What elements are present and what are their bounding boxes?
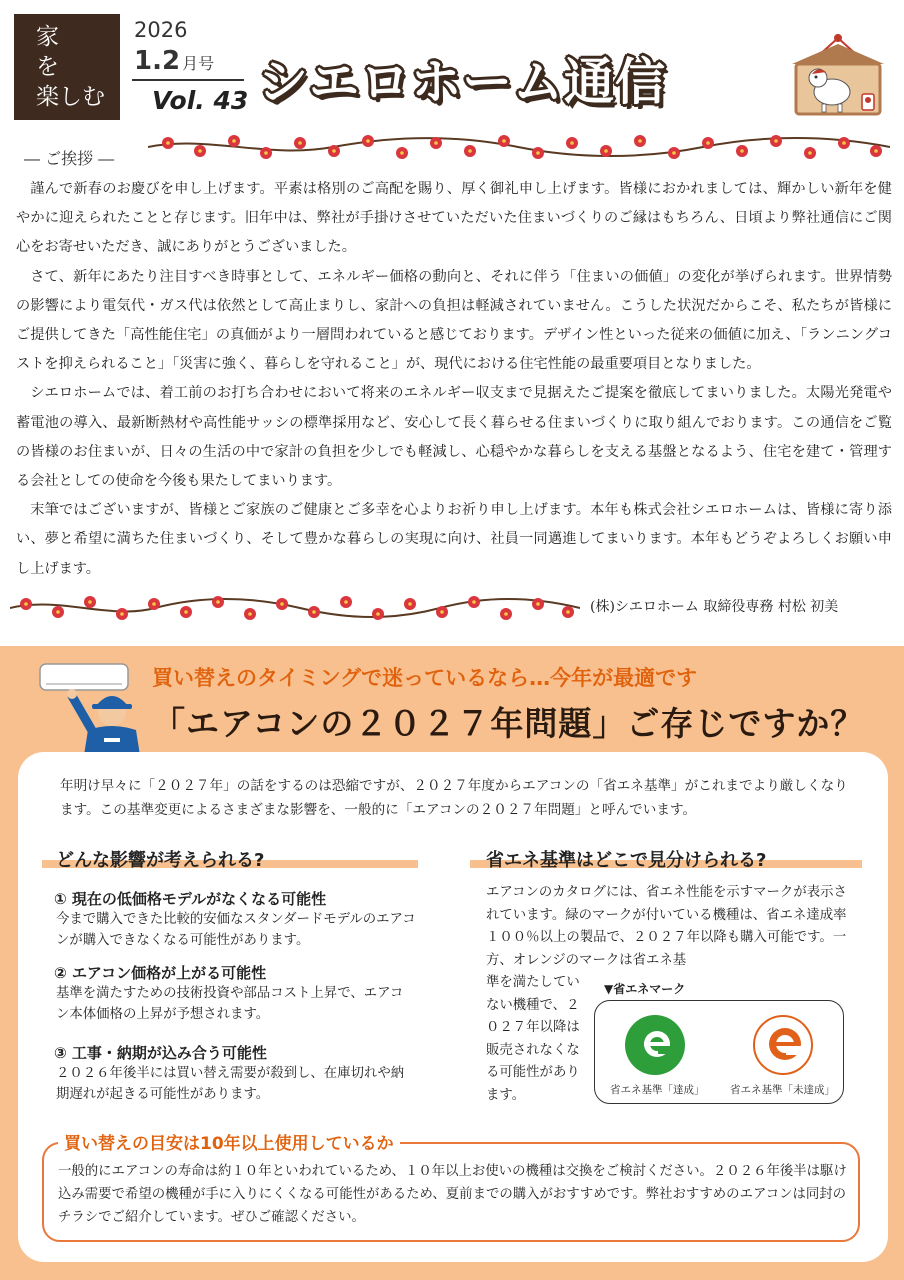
replacement-guide-body: 一般的にエアコンの寿命は約１０年といわれているため、１０年以上お使いの機種は交換をご検討ください。２０２６年後半は駆け込み需要で希望の機種が手に入りにくくなる可能性があるため、夏前までの購入がおすすめです。弊社おすすめのエアコンは同封のチラシでご紹介しています。ぜひご確認ください。 <box>58 1164 847 1225</box>
issue-month <box>134 46 214 76</box>
badge-line-2: を <box>36 54 59 80</box>
issue-volume: Vol. 43 <box>152 86 249 115</box>
eco-mark-green-caption: 省エネ基準「達成」 <box>610 1084 705 1096</box>
eco-mark-explanation: エアコンのカタログには、省エネ性能を示すマークが表示されています。緑のマークが付いている機種は、省エネ達成率１００％以上の製品で、２０２７年以降も購入可能です。一方、オレンジのマークは省エネ基 <box>486 885 847 968</box>
badge-line-3: 楽しむ <box>36 84 105 110</box>
eco-mark-explanation-cont: 準を満たしていない機種で、２０２７年以降は販売されなくなる可能性があります。 <box>486 975 580 1103</box>
newsletter-title: シエロホーム通信 <box>258 53 666 111</box>
impact-1-body: 今まで購入できた比較的安価なスタンダードモデルのエアコンが購入できなくなる可能性があります。 <box>56 912 416 948</box>
feature-intro: 年明け早々に「２０２７年」の話をするのは恐縮ですが、２０２７年度からエアコンの「省エネ基準」がこれまでより厳しくなります。この基準変更によるさまざまな影響を、一般的に「エアコンの２０２７年問題」と呼んでいます。 <box>60 778 848 818</box>
feature-subheading: 買い替えのタイミングで迷っているなら…今年が最適です <box>152 666 698 690</box>
eco-mark-orange-caption: 省エネ基準「未達成」 <box>730 1084 835 1096</box>
newsletter-badge <box>14 14 120 120</box>
left-section-title: どんな影響が考えられる? <box>56 850 265 871</box>
greeting-label: ― ご挨拶 ― <box>24 149 115 168</box>
eco-mark-orange-icon <box>752 1014 814 1076</box>
impact-3-body: ２０２６年後半には買い替え需要が殺到し、在庫切れや納期遅れが起きる可能性があります。 <box>56 1066 405 1102</box>
right-section-title: 省エネ基準はどこで見分けられる? <box>486 850 767 871</box>
impact-2-heading: ② エアコン価格が上がる可能性 <box>54 964 267 982</box>
greeting-paragraph-3: シエロホームでは、着工前のお打ち合わせにおいて将来のエネルギー収支まで見据えたご提案を徹底してまいりました。太陽光発電や蓄電池の導入、最新断熱材や高性能サッシの標準採用など、安心して長く暮らせる住まいづくりに取り組んでおります。この通信をご覧の皆様のお住まいが、日々の生活の中で家計の負担を少しでも軽減し、心穏やかな暮らしを支える基盤となるよう、住宅を建て・管理する会社としての使命を今後も果たしてまいります。 <box>16 385 892 490</box>
issue-divider <box>132 79 244 81</box>
plum-blossom-garland-bottom-icon <box>10 590 580 626</box>
greeting-body <box>16 175 892 584</box>
feature-heading: 「エアコンの２０２７年問題」ご存じですか？ <box>152 704 865 743</box>
greeting-paragraph-2: さて、新年にあたり注目すべき時事として、エネルギー価格の動向と、それに伴う「住まいの価値」の変化が挙げられます。世界情勢の影響により電気代・ガス代は依然として高止まりし、家計への負担は軽減されていません。こうした状況だからこそ、私たちが皆様にご提供してきた「高性能住宅」の真価がより一層問われていると感じております。デザイン性といった従来の価値に加え、「ランニングコストを抑えられること」「災害に強く、暮らしを守れること」が、現代における住宅性能の最重要項目となりました。 <box>16 268 892 373</box>
eco-mark-label: ▼省エネマーク <box>604 982 686 996</box>
badge-line-1: 家 <box>36 24 59 50</box>
plum-blossom-garland-icon <box>148 129 890 165</box>
issue-month-suffix: 月号 <box>182 54 215 73</box>
greeting-signature: (株)シエロホーム 取締役専務 村松 初美 <box>590 599 839 615</box>
ema-horse-plaque-icon <box>788 30 888 120</box>
replacement-guide-title: 買い替えの目安は10年以上使用しているか <box>58 1129 400 1154</box>
impact-1-heading: ① 現在の低価格モデルがなくなる可能性 <box>54 890 327 908</box>
issue-year: 2026 <box>134 18 188 42</box>
issue-month-number: 1.2 <box>134 46 181 76</box>
impact-3-heading: ③ 工事・納期が込み合う可能性 <box>54 1044 267 1062</box>
eco-mark-green-icon <box>624 1014 686 1076</box>
greeting-paragraph-4: 末筆ではございますが、皆様とご家族のご健康とご多幸を心よりお祈り申し上げます。本年も株式会社シエロホームは、皆様に寄り添い、夢と希望に満ちた住まいづくり、そして豊かな暮らしの実現に向け、社員一同邁進してまいります。本年もどうぞよろしくお願い申し上げます。 <box>16 502 892 577</box>
greeting-paragraph-1: 謹んで新春のお慶びを申し上げます。平素は格別のご高配を賜り、厚く御礼申し上げます。皆様におかれましては、輝かしい新年を健やかに迎えられたことと存じます。旧年中は、弊社が手掛けさせていただいた住まいづくりのご縁はもちろん、日頃より弊社通信にご関心をお寄せいただき、誠にありがとうございました。 <box>16 181 892 256</box>
impact-2-body: 基準を満たすための技術投資や部品コスト上昇で、エアコン本体価格の上昇が予想されます。 <box>56 986 404 1022</box>
